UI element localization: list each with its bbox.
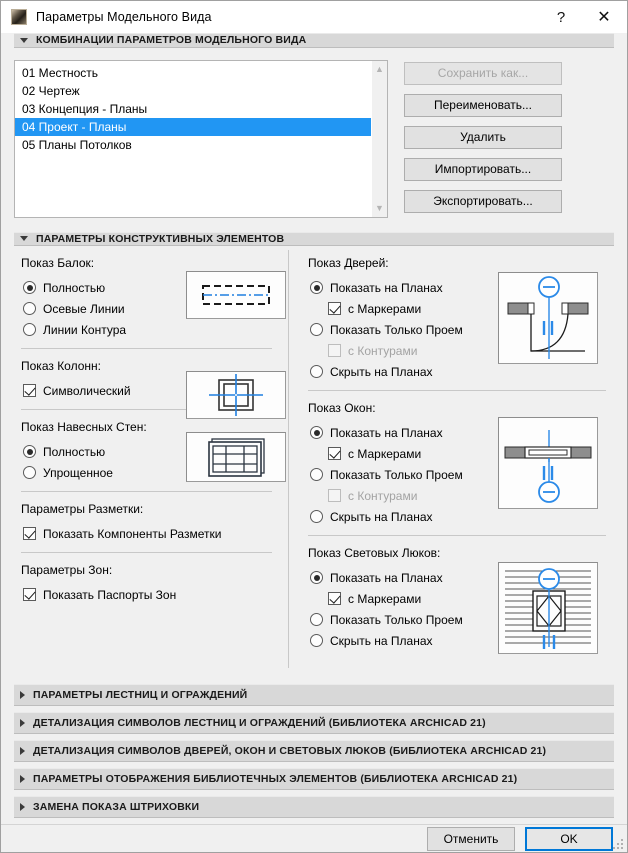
checkbox-icon[interactable] bbox=[328, 592, 341, 605]
columns-group bbox=[14, 349, 280, 401]
title-bar bbox=[1, 1, 627, 33]
curtain-walls-option-simplified-label: Упрощенное bbox=[43, 465, 113, 480]
windows-option-with-markers-label: с Маркерами bbox=[348, 446, 422, 461]
section-header-fill-override-label: ЗАМЕНА ПОКАЗА ШТРИХОВКИ bbox=[33, 801, 200, 814]
skylights-option-opening-only-label: Показать Только Проем bbox=[330, 612, 463, 627]
combination-buttons bbox=[404, 60, 562, 218]
chevron-right-icon bbox=[20, 803, 25, 811]
cancel-button[interactable]: Отменить bbox=[427, 827, 515, 851]
radio-icon[interactable] bbox=[310, 323, 323, 336]
chevron-up-icon[interactable]: ▲ bbox=[375, 63, 384, 74]
save-as-button[interactable]: Сохранить как... bbox=[404, 62, 562, 85]
ok-button[interactable]: OK bbox=[525, 827, 613, 851]
skylights-group bbox=[301, 536, 614, 651]
list-item[interactable]: 03 Концепция - Планы bbox=[22, 101, 148, 116]
markup-group bbox=[14, 492, 280, 544]
doors-option-hide-on-plans[interactable] bbox=[301, 361, 614, 382]
doors-option-hide-on-plans-label: Скрыть на Планах bbox=[330, 364, 433, 379]
columns-title: Показ Колонн: bbox=[21, 359, 101, 374]
windows-option-hide-on-plans-label: Скрыть на Планах bbox=[330, 509, 433, 524]
combinations-area bbox=[1, 48, 627, 218]
doors-group bbox=[301, 246, 614, 382]
checkbox-icon[interactable] bbox=[23, 384, 36, 397]
zones-option-show-stamps[interactable] bbox=[14, 584, 280, 605]
list-item[interactable]: 05 Планы Потолков bbox=[22, 137, 132, 152]
windows-option-with-contours-label: с Контурами bbox=[348, 488, 418, 503]
radio-icon[interactable] bbox=[310, 510, 323, 523]
skylights-option-with-markers-label: с Маркерами bbox=[348, 591, 422, 606]
structural-right-column bbox=[301, 246, 614, 678]
curtain-wall-preview bbox=[186, 432, 286, 482]
checkbox-icon bbox=[328, 489, 341, 502]
window-preview bbox=[498, 417, 598, 509]
columns-option-symbolic-label: Символический bbox=[43, 383, 131, 398]
checkbox-icon[interactable] bbox=[23, 527, 36, 540]
markup-title: Параметры Разметки: bbox=[21, 502, 144, 517]
chevron-right-icon bbox=[20, 747, 25, 755]
radio-icon[interactable] bbox=[310, 634, 323, 647]
doors-title: Показ Дверей: bbox=[308, 256, 389, 271]
resize-grip[interactable] bbox=[613, 839, 623, 849]
radio-icon[interactable] bbox=[23, 466, 36, 479]
chevron-down-icon bbox=[20, 236, 28, 241]
skylight-preview bbox=[498, 562, 598, 654]
column-divider bbox=[288, 250, 289, 668]
section-header-structural[interactable] bbox=[14, 232, 614, 247]
zones-group bbox=[14, 553, 280, 605]
close-icon[interactable]: ✕ bbox=[597, 9, 611, 26]
door-preview bbox=[498, 272, 598, 364]
dialog-footer bbox=[1, 824, 627, 852]
section-header-combinations[interactable] bbox=[14, 33, 614, 48]
doors-option-with-markers-label: с Маркерами bbox=[348, 301, 422, 316]
checkbox-icon[interactable] bbox=[328, 447, 341, 460]
skylights-option-show-on-plans-label: Показать на Планах bbox=[330, 570, 443, 585]
skylights-title: Показ Световых Люков: bbox=[308, 546, 441, 561]
curtain-walls-title: Показ Навесных Стен: bbox=[21, 420, 147, 435]
curtain-walls-group bbox=[14, 410, 280, 483]
markup-option-show-components-label: Показать Компоненты Разметки bbox=[43, 526, 222, 541]
radio-icon[interactable] bbox=[23, 323, 36, 336]
checkbox-icon[interactable] bbox=[328, 302, 341, 315]
list-scrollbar[interactable] bbox=[371, 61, 387, 217]
radio-icon[interactable] bbox=[23, 302, 36, 315]
section-header-stair-symbols[interactable] bbox=[14, 712, 614, 734]
radio-icon[interactable] bbox=[310, 468, 323, 481]
combination-listbox[interactable] bbox=[14, 60, 388, 218]
beams-option-contour[interactable] bbox=[14, 319, 280, 340]
rename-button[interactable]: Переименовать... bbox=[404, 94, 562, 117]
checkbox-icon[interactable] bbox=[23, 588, 36, 601]
doors-option-opening-only-label: Показать Только Проем bbox=[330, 322, 463, 337]
title-bar-buttons bbox=[541, 1, 627, 33]
beams-group bbox=[14, 246, 280, 340]
section-header-library-elements-label: ПАРАМЕТРЫ ОТОБРАЖЕНИЯ БИБЛИОТЕЧНЫХ ЭЛЕМЕНТОВ (БИБЛИОТЕКА ARCHICAD 21) bbox=[33, 773, 518, 786]
radio-icon[interactable] bbox=[310, 426, 323, 439]
section-header-opening-symbols-label: ДЕТАЛИЗАЦИЯ СИМВОЛОВ ДВЕРЕЙ, ОКОН И СВЕТОВЫХ ЛЮКОВ (БИБЛИОТЕКА ARCHICAD 21) bbox=[33, 745, 547, 758]
chevron-down-icon[interactable]: ▼ bbox=[375, 202, 384, 213]
delete-button[interactable]: Удалить bbox=[404, 126, 562, 149]
radio-icon[interactable] bbox=[310, 365, 323, 378]
export-button[interactable]: Экспортировать... bbox=[404, 190, 562, 213]
windows-option-show-on-plans-label: Показать на Планах bbox=[330, 425, 443, 440]
section-header-structural-label: ПАРАМЕТРЫ КОНСТРУКТИВНЫХ ЭЛЕМЕНТОВ bbox=[36, 232, 285, 245]
combination-list-items bbox=[15, 61, 371, 217]
section-header-stair-symbols-label: ДЕТАЛИЗАЦИЯ СИМВОЛОВ ЛЕСТНИЦ И ОГРАЖДЕНИЙ (БИБЛИОТЕКА ARCHICAD 21) bbox=[33, 717, 486, 730]
import-button[interactable]: Импортировать... bbox=[404, 158, 562, 181]
section-header-combinations-label: КОМБИНАЦИИ ПАРАМЕТРОВ МОДЕЛЬНОГО ВИДА bbox=[36, 34, 307, 47]
chevron-down-icon bbox=[20, 38, 28, 43]
dialog-title: Параметры Модельного Вида bbox=[36, 10, 212, 24]
help-icon[interactable]: ? bbox=[556, 8, 566, 26]
radio-icon[interactable] bbox=[310, 613, 323, 626]
beams-option-contour-label: Линии Контура bbox=[43, 322, 127, 337]
windows-group bbox=[301, 391, 614, 527]
radio-icon[interactable] bbox=[23, 281, 36, 294]
collapsed-sections bbox=[1, 678, 627, 824]
zones-option-show-stamps-label: Показать Паспорты Зон bbox=[43, 587, 177, 602]
chevron-right-icon bbox=[20, 719, 25, 727]
radio-icon[interactable] bbox=[310, 571, 323, 584]
section-header-stairs[interactable] bbox=[14, 684, 614, 706]
section-header-opening-symbols[interactable] bbox=[14, 740, 614, 762]
doors-option-with-contours-label: с Контурами bbox=[348, 343, 418, 358]
windows-title: Показ Окон: bbox=[308, 401, 376, 416]
list-item-selected[interactable]: 04 Проект - Планы bbox=[15, 118, 371, 136]
curtain-walls-option-full-label: Полностью bbox=[43, 444, 106, 459]
section-header-library-elements[interactable] bbox=[14, 768, 614, 790]
section-header-fill-override[interactable] bbox=[14, 796, 614, 818]
chevron-right-icon bbox=[20, 691, 25, 699]
list-item[interactable]: 02 Чертеж bbox=[22, 83, 80, 98]
markup-option-show-components[interactable] bbox=[14, 523, 280, 544]
list-item[interactable]: 01 Местность bbox=[22, 65, 99, 80]
zones-title: Параметры Зон: bbox=[21, 563, 113, 578]
skylights-option-hide-on-plans-label: Скрыть на Планах bbox=[330, 633, 433, 648]
beam-preview bbox=[186, 271, 286, 319]
windows-option-opening-only-label: Показать Только Проем bbox=[330, 467, 463, 482]
beams-option-centerlines-label: Осевые Линии bbox=[43, 301, 125, 316]
radio-icon[interactable] bbox=[23, 445, 36, 458]
structural-left-column bbox=[14, 246, 288, 678]
archicad-icon bbox=[11, 9, 27, 25]
section-header-stairs-label: ПАРАМЕТРЫ ЛЕСТНИЦ И ОГРАЖДЕНИЙ bbox=[33, 689, 248, 702]
chevron-right-icon bbox=[20, 775, 25, 783]
structural-parameters-body bbox=[1, 246, 627, 678]
doors-option-show-on-plans-label: Показать на Планах bbox=[330, 280, 443, 295]
radio-icon[interactable] bbox=[310, 281, 323, 294]
beams-option-full-label: Полностью bbox=[43, 280, 106, 295]
checkbox-icon bbox=[328, 344, 341, 357]
windows-option-hide-on-plans[interactable] bbox=[301, 506, 614, 527]
beams-title: Показ Балок: bbox=[21, 256, 95, 271]
